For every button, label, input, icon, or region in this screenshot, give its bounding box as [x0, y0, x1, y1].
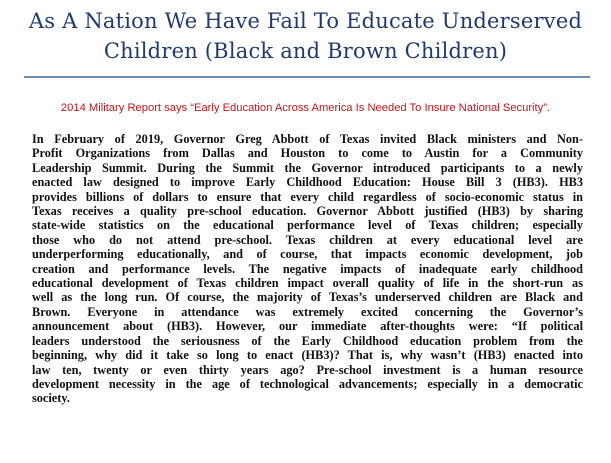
- body-line: Leadership Summit. During the Summit the Governor introduced participants to a newly: [32, 160, 583, 175]
- body-line: enacted law designed to improve Early Childhood Education: House Bill 3 (HB3). HB3: [32, 175, 583, 190]
- body-line: beginning, why did it take so long to enact (HB3)? That is, why wasn’t (HB3) enacted into: [32, 348, 583, 363]
- body-line: educational development of Texas children impact overall quality of life in the short-run as: [32, 276, 583, 291]
- page-title: [0, 6, 611, 66]
- body-line: well as the long run. Of course, the majority of Texas’s underserved children are Black and: [32, 290, 583, 305]
- title-line-1: As A Nation We Have Fail To Educate Underserved: [28, 9, 583, 33]
- body-line: Brown. Everyone in attendance was extremely excited concerning the Governor’s: [32, 304, 583, 319]
- body-line: development necessity in the age of technological advancements; especially in a democratic: [32, 376, 583, 391]
- body-line: law ten, twenty or even thirty years ago? Pre-school investment is a human resource: [32, 362, 583, 377]
- body-line: provides billions of dollars to ensure that every child regardless of socio-economic status in: [32, 189, 583, 204]
- body-line: In February of 2019, Governor Greg Abbott of Texas invited Black ministers and Non-: [32, 132, 583, 146]
- body-line: Profit Organizations from Dallas and Houston to come to Austin for a Community: [32, 146, 583, 161]
- body-line: state-wide statistics on the educational performance level of Texas children; especially: [32, 218, 583, 233]
- body-paragraph: [32, 132, 583, 406]
- body-line: creation and performance levels. The negative impacts of inadequate early childhood: [32, 261, 583, 276]
- body-line: those who do not attend pre-school. Texas children at every educational level are: [32, 232, 583, 247]
- title-line-2: Children (Black and Brown Children): [103, 39, 508, 63]
- body-line: society.: [32, 391, 70, 406]
- subtitle: 2014 Military Report says “Early Education Across America Is Needed To Insure National Security”.: [60, 102, 551, 114]
- body-line: leaders understood the seriousness of the Early Childhood education problem from the: [32, 333, 583, 348]
- title-divider: [24, 76, 590, 78]
- body-line: announcement about (HB3). However, our immediate after-thoughts were: “If political: [32, 319, 583, 334]
- body-line: underperforming educationally, and of course, that impacts economic development, job: [32, 247, 583, 262]
- body-line: Texas receives a quality pre-school education. Governor Abbott justified (HB3) by sharing: [32, 204, 583, 219]
